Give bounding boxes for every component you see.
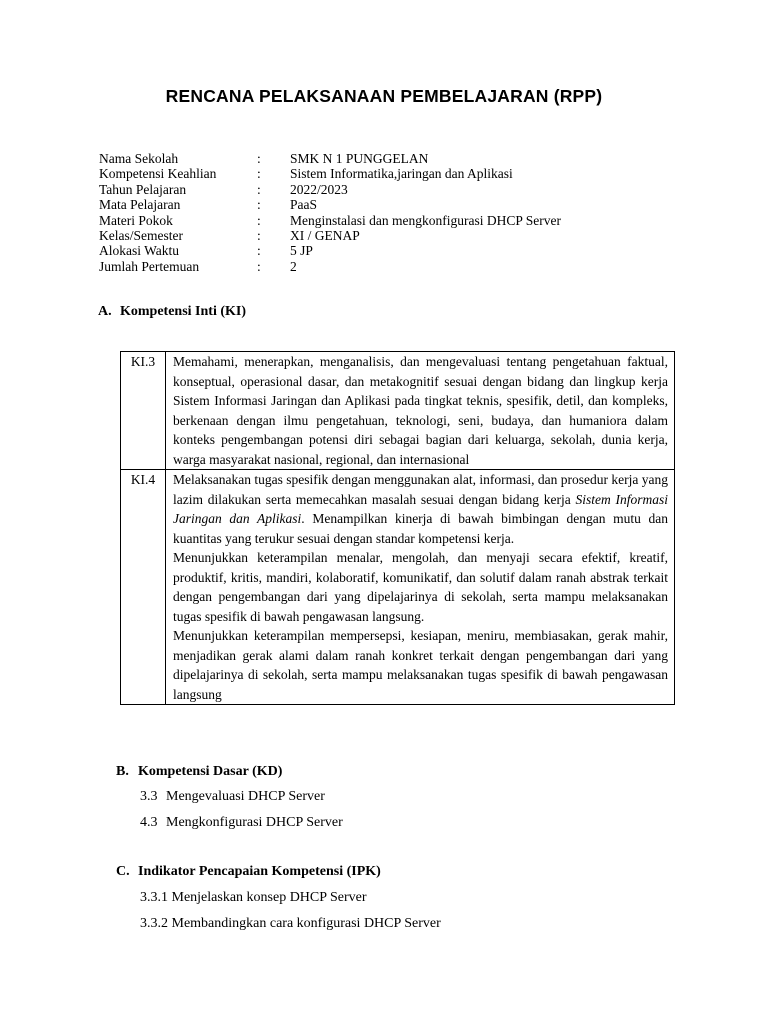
ki-code: KI.3 xyxy=(121,352,166,470)
identity-table xyxy=(99,151,590,274)
info-value: Menginstalasi dan mengkonfigurasi DHCP Server xyxy=(290,212,561,228)
ki-row xyxy=(121,352,675,470)
info-label: Jumlah Pertemuan xyxy=(99,258,200,274)
ki-text-italic: Sistem Informasi Jaringan dan Aplikasi xyxy=(173,491,668,526)
kd-number: 3.3 xyxy=(140,789,158,804)
info-separator: : xyxy=(257,258,261,274)
info-row-kelas-semester xyxy=(99,228,590,243)
ki-table xyxy=(120,351,675,705)
info-label: Materi Pokok xyxy=(99,212,173,228)
kd-number: 4.3 xyxy=(140,815,158,830)
section-title: Kompetensi Dasar (KD) xyxy=(138,764,283,779)
info-separator: : xyxy=(257,227,261,243)
ipk-item: 3.3.2 Membandingkan cara konfigurasi DHCP Server xyxy=(140,916,441,931)
info-value: 5 JP xyxy=(290,243,313,259)
info-row-materi-pokok xyxy=(99,213,590,228)
ki-paragraph xyxy=(173,626,668,704)
ki-description xyxy=(166,352,675,470)
section-title: Kompetensi Inti (KI) xyxy=(120,304,246,319)
kd-item xyxy=(140,815,343,831)
ki-text: Melaksanakan tugas spesifik dengan menggunakan alat, informasi, dan prosedur kerja yang lazim dilakukan serta memecahkan masalah sesuai dengan bidang kerja xyxy=(173,472,668,507)
ki-text: Memahami, menerapkan, menganalisis, dan mengevaluasi tentang pengetahuan faktual, konseptual, operasional dasar, dan metakognitif sesuai dengan bidang dan lingkup kerja Sistem Informasi Jaringan dan Aplikasi pada tingkat teknis, spesifik, detil, dan kompleks, berkenaan dengan ilmu pengetahuan, teknologi, seni, budaya, dan humaniora dalam konteks pengembangan potensi diri sebagai bagian dari keluarga, sekolah, dunia kerja, warga masyarakat nasional, regional, dan internasional xyxy=(173,354,668,467)
ki-code: KI.4 xyxy=(121,470,166,705)
section-letter: A. xyxy=(98,304,112,319)
info-value: 2 xyxy=(290,258,297,274)
info-label: Kelas/Semester xyxy=(99,227,183,243)
kd-item xyxy=(140,789,325,805)
info-value: SMK N 1 PUNGGELAN xyxy=(290,151,429,166)
ki-row xyxy=(121,470,675,705)
info-value: XI / GENAP xyxy=(290,227,360,243)
info-value: Sistem Informatika,jaringan dan Aplikasi xyxy=(290,166,513,182)
info-row-tahun-pelajaran xyxy=(99,182,590,197)
info-label: Nama Sekolah xyxy=(99,151,179,166)
info-label: Mata Pelajaran xyxy=(99,197,181,213)
info-separator: : xyxy=(257,166,261,182)
info-separator: : xyxy=(257,151,261,166)
info-row-kompetensi-keahlian xyxy=(99,166,590,181)
section-letter: B. xyxy=(116,764,129,779)
info-row-alokasi-waktu xyxy=(99,243,590,258)
info-separator: : xyxy=(257,212,261,228)
info-label: Tahun Pelajaran xyxy=(99,181,187,197)
ki-paragraph xyxy=(173,548,668,626)
section-a-heading xyxy=(98,304,246,320)
section-title: Indikator Pencapaian Kompetensi (IPK) xyxy=(138,864,381,879)
info-separator: : xyxy=(257,243,261,259)
info-separator: : xyxy=(257,181,261,197)
info-label: Alokasi Waktu xyxy=(99,243,180,259)
ki-text: . Menampilkan kinerja di bawah bimbingan dengan mutu dan kuantitas yang terukur sesuai dengan standar kompetensi kerja. xyxy=(173,511,669,546)
document-title: RENCANA PELAKSANAAN PEMBELAJARAN (RPP) xyxy=(165,86,603,106)
info-value: 2022/2023 xyxy=(290,181,348,197)
section-c-heading xyxy=(116,864,381,880)
ki-text: Menunjukkan keterampilan mempersepsi, kesiapan, meniru, membiasakan, gerak mahir, menjadikan gerak alami dalam ranah konkret terkait dengan pengembangan dari yang dipelajarinya di sekolah, serta mampu melaksanakan tugas spesifik di bawah pengawasan langsung xyxy=(173,628,668,702)
info-value: PaaS xyxy=(290,197,317,213)
info-row-jumlah-pertemuan xyxy=(99,259,590,274)
ki-paragraph xyxy=(173,470,668,548)
section-letter: C. xyxy=(116,864,130,879)
ki-paragraph xyxy=(173,352,668,469)
info-row-nama-sekolah xyxy=(99,151,590,166)
ki-text: Menunjukkan keterampilan menalar, mengolah, dan menyaji secara efektif, kreatif, produktif, kritis, mandiri, kolaboratif, komunikatif, dan solutif dalam ranah abstrak terkait dengan pengembangan dari yang dipelajarinya di sekolah, serta mampu melaksanakan tugas spesifik di bawah pengawasan langsung. xyxy=(173,550,668,624)
info-row-mata-pelajaran xyxy=(99,197,590,212)
section-b-heading xyxy=(116,764,282,780)
kd-text: Mengkonfigurasi DHCP Server xyxy=(166,815,343,830)
ki-description xyxy=(166,470,675,705)
kd-text: Mengevaluasi DHCP Server xyxy=(166,789,325,804)
info-separator: : xyxy=(257,197,261,213)
ipk-item: 3.3.1 Menjelaskan konsep DHCP Server xyxy=(140,890,367,905)
info-label: Kompetensi Keahlian xyxy=(99,166,217,182)
